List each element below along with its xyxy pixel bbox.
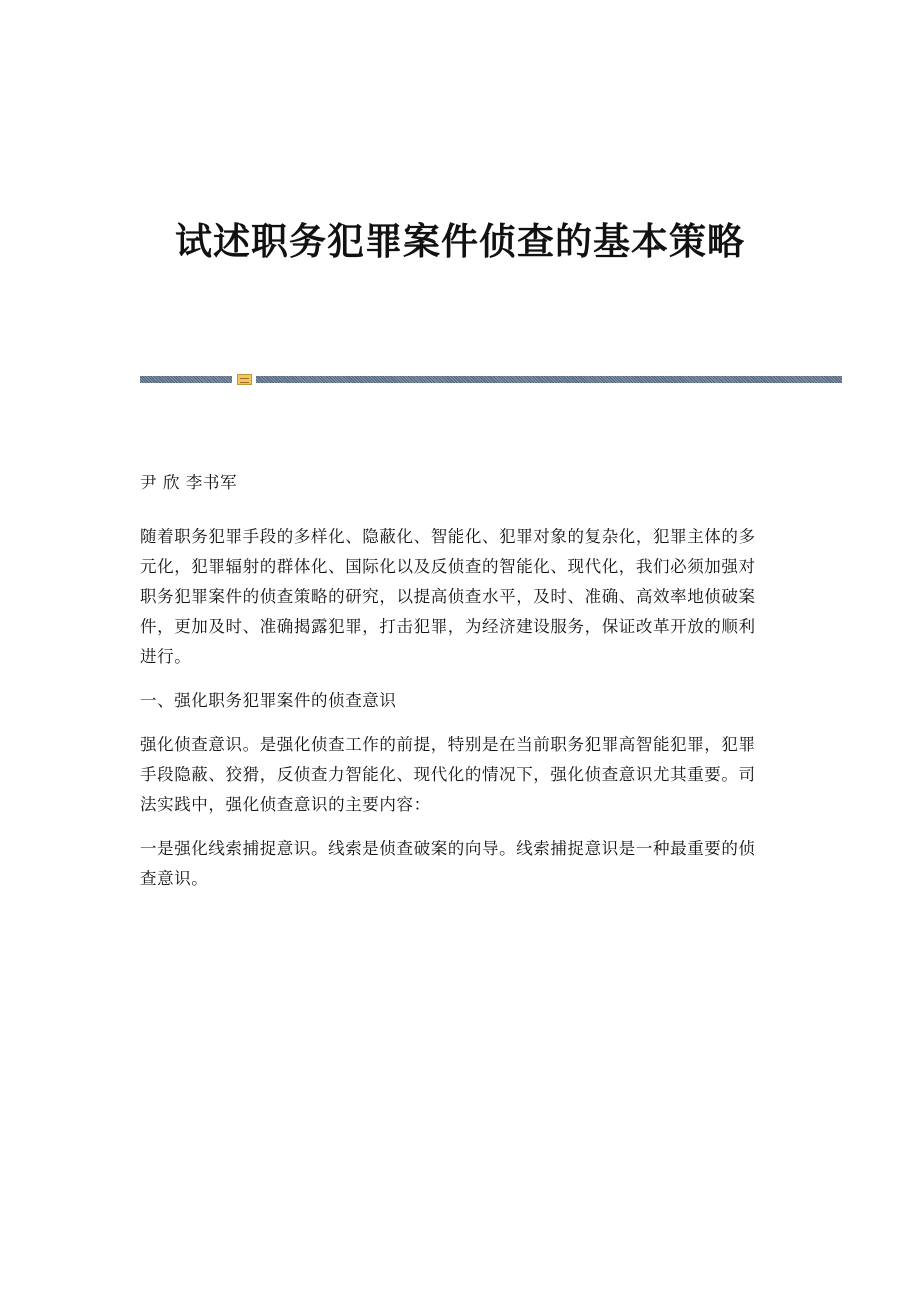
divider-ornament-icon — [237, 374, 252, 385]
paragraph-clue-awareness: 一是强化线索捕捉意识。线索是侦查破案的向导。线索捕捉意识是一种最重要的侦查意识。 — [140, 839, 756, 888]
section-heading: 一、强化职务犯罪案件的侦查意识 — [140, 691, 397, 710]
paragraph-investigation-awareness: 强化侦查意识。是强化侦查工作的前提，特别是在当前职务犯罪高智能犯罪，犯罪手段隐蔽、狡猾，反侦查力智能化、现代化的情况下，强化侦查意识尤其重要。司法实践中，强化侦查意识的主要内容： — [140, 735, 756, 814]
authors-line: 尹 欣 李书军 — [140, 473, 238, 492]
divider-bar-right — [256, 376, 842, 383]
document-title: 试述职务犯罪案件侦查的基本策略 — [175, 219, 745, 263]
document-body — [140, 468, 770, 908]
divider-bar-left — [140, 376, 232, 383]
title-divider — [140, 374, 842, 386]
paragraph-intro: 随着职务犯罪手段的多样化、隐蔽化、智能化、犯罪对象的复杂化，犯罪主体的多元化，犯罪辐射的群体化、国际化以及反侦查的智能化、现代化，我们必须加强对职务犯罪案件的侦查策略的研究，以提高侦查水平，及时、准确、高效率地侦破案件，更加及时、准确揭露犯罪，打击犯罪，为经济建设服务，保证改革开放的顺利进行。 — [140, 527, 756, 666]
